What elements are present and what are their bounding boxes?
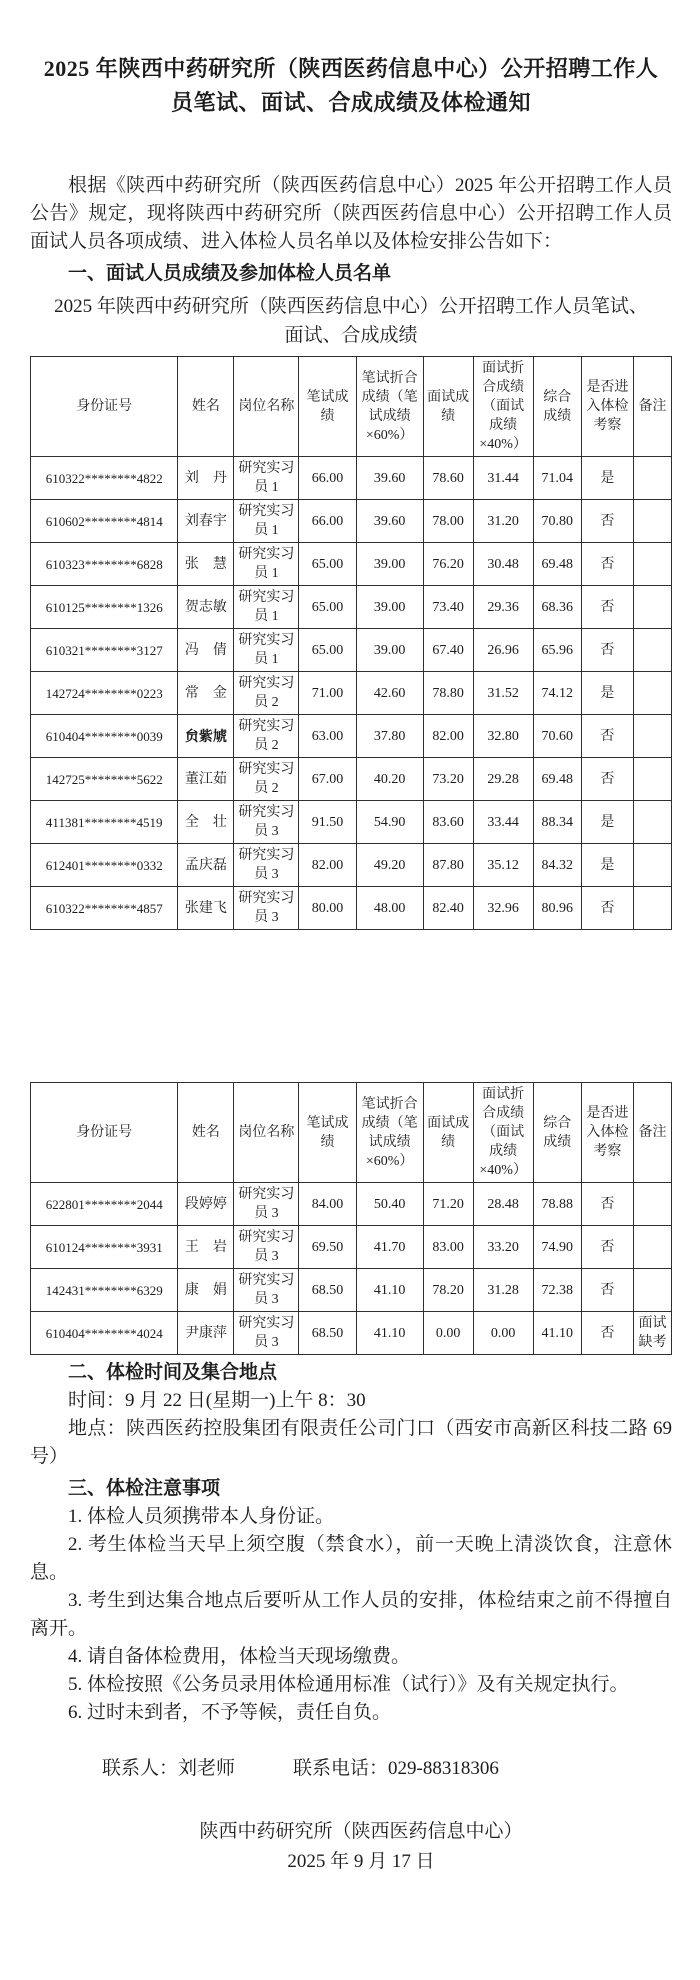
cell-composite: 68.36: [533, 586, 581, 629]
cell-interview: 78.00: [423, 500, 473, 543]
cell-id: 610322********4857: [31, 887, 178, 930]
table-row: [31, 543, 672, 586]
intro-paragraph: 根据《陕西中药研究所（陕西医药信息中心）2025 年公开招聘工作人员公告》规定，现将陕西中药研究所（陕西医药信息中心）公开招聘工作人员面试人员各项成绩、进入体检人员名单以及体检安排公告如下：: [30, 175, 672, 253]
cell-enter_medical: 否: [581, 586, 633, 629]
cell-interview_weighted: 0.00: [473, 1312, 533, 1355]
header-written-weighted: 笔试折合成绩（笔试成绩×60%）: [356, 1083, 423, 1183]
table-row: [31, 1226, 672, 1269]
cell-interview_weighted: 31.44: [473, 457, 533, 500]
cell-written_weighted: 39.00: [356, 543, 423, 586]
cell-interview_weighted: 30.48: [473, 543, 533, 586]
cell-post: 研究实习员 2: [234, 672, 299, 715]
cell-remark: [633, 457, 671, 500]
cell-interview: 73.40: [423, 586, 473, 629]
cell-written: 68.50: [299, 1312, 356, 1355]
cell-name: 董江茹: [178, 758, 234, 801]
cell-name: 尹康萍: [178, 1312, 234, 1355]
cell-written: 91.50: [299, 801, 356, 844]
header-written: 笔试成绩: [299, 357, 356, 457]
cell-composite: 70.80: [533, 500, 581, 543]
cell-post: 研究实习员 3: [234, 1269, 299, 1312]
contact-person: 联系人：刘老师: [102, 1758, 236, 1780]
cell-post: 研究实习员 3: [234, 801, 299, 844]
table-header-row: [31, 357, 672, 457]
cell-written_weighted: 54.90: [356, 801, 423, 844]
header-interview: 面试成绩: [423, 1083, 473, 1183]
cell-written: 67.00: [299, 758, 356, 801]
cell-name: 段婷婷: [178, 1183, 234, 1226]
cell-remark: [633, 1183, 671, 1226]
cell-post: 研究实习员 1: [234, 457, 299, 500]
header-interview-weighted: 面试折合成绩（面试成绩×40%）: [473, 357, 533, 457]
cell-composite: 78.88: [533, 1183, 581, 1226]
table-row: [31, 1269, 672, 1312]
signature-org: 陕西中药研究所（陕西医药信息中心）: [199, 1821, 523, 1843]
cell-written_weighted: 42.60: [356, 672, 423, 715]
cell-written_weighted: 39.00: [356, 629, 423, 672]
cell-composite: 69.48: [533, 758, 581, 801]
contact-phone: 联系电话：029-88318306: [293, 1758, 499, 1780]
header-written: 笔试成绩: [299, 1083, 356, 1183]
cell-post: 研究实习员 1: [234, 543, 299, 586]
table1-header: [31, 357, 672, 457]
cell-composite: 84.32: [533, 844, 581, 887]
cell-interview_weighted: 35.12: [473, 844, 533, 887]
header-written-weighted: 笔试折合成绩（笔试成绩×60%）: [356, 357, 423, 457]
cell-id: 610323********6828: [31, 543, 178, 586]
header-remark: 备注: [633, 357, 671, 457]
cell-remark: [633, 672, 671, 715]
cell-enter_medical: 否: [581, 715, 633, 758]
header-name: 姓名: [178, 1083, 234, 1183]
table-row: [31, 1183, 672, 1226]
cell-remark: [633, 887, 671, 930]
cell-name: 刘 丹: [178, 457, 234, 500]
cell-enter_medical: 是: [581, 801, 633, 844]
cell-interview: 78.60: [423, 457, 473, 500]
cell-enter_medical: 否: [581, 543, 633, 586]
cell-post: 研究实习员 1: [234, 500, 299, 543]
cell-remark: [633, 1226, 671, 1269]
cell-post: 研究实习员 1: [234, 629, 299, 672]
cell-interview: 71.20: [423, 1183, 473, 1226]
table-row: [31, 758, 672, 801]
cell-id: 142725********5622: [31, 758, 178, 801]
cell-name: 全 壮: [178, 801, 234, 844]
cell-composite: 72.38: [533, 1269, 581, 1312]
cell-remark: [633, 543, 671, 586]
table2-body: [31, 1183, 672, 1355]
cell-enter_medical: 是: [581, 672, 633, 715]
cell-interview_weighted: 31.52: [473, 672, 533, 715]
contact-line: [30, 1755, 672, 1783]
cell-composite: 65.96: [533, 629, 581, 672]
note-item-4: 4. 请自备体检费用，体检当天现场缴费。: [68, 1646, 411, 1668]
cell-composite: 71.04: [533, 457, 581, 500]
cell-interview: 83.60: [423, 801, 473, 844]
cell-enter_medical: 否: [581, 500, 633, 543]
cell-written_weighted: 41.10: [356, 1269, 423, 1312]
cell-id: 610404********0039: [31, 715, 178, 758]
cell-interview_weighted: 26.96: [473, 629, 533, 672]
cell-enter_medical: 否: [581, 1312, 633, 1355]
score-table-2: [30, 1082, 672, 1355]
cell-id: 622801********2044: [31, 1183, 178, 1226]
cell-written: 69.50: [299, 1226, 356, 1269]
header-enter-medical: 是否进入体检考察: [581, 1083, 633, 1183]
cell-enter_medical: 否: [581, 1183, 633, 1226]
section1-heading: 一、面试人员成绩及参加体检人员名单: [68, 263, 392, 285]
cell-written: 84.00: [299, 1183, 356, 1226]
section3-heading: 三、体检注意事项: [68, 1478, 221, 1500]
cell-written: 65.00: [299, 543, 356, 586]
cell-name: 康 娟: [178, 1269, 234, 1312]
header-id: 身份证号: [31, 1083, 178, 1183]
table-row: [31, 586, 672, 629]
header-enter-medical: 是否进入体检考察: [581, 357, 633, 457]
header-name: 姓名: [178, 357, 234, 457]
table-row: [31, 457, 672, 500]
cell-written_weighted: 40.20: [356, 758, 423, 801]
header-interview-weighted: 面试折合成绩（面试成绩×40%）: [473, 1083, 533, 1183]
cell-id: 610125********1326: [31, 586, 178, 629]
cell-enter_medical: 否: [581, 1269, 633, 1312]
cell-written_weighted: 39.00: [356, 586, 423, 629]
header-id: 身份证号: [31, 357, 178, 457]
cell-enter_medical: 否: [581, 887, 633, 930]
cell-interview: 87.80: [423, 844, 473, 887]
note-item-6: 6. 过时未到者，不予等候，责任自负。: [68, 1702, 392, 1724]
cell-written: 63.00: [299, 715, 356, 758]
cell-name: 贠紫虓: [178, 715, 234, 758]
cell-post: 研究实习员 3: [234, 1183, 299, 1226]
cell-enter_medical: 否: [581, 629, 633, 672]
cell-id: 610321********3127: [31, 629, 178, 672]
score-table-1: [30, 356, 672, 930]
cell-remark: [633, 844, 671, 887]
cell-post: 研究实习员 2: [234, 715, 299, 758]
cell-written: 82.00: [299, 844, 356, 887]
cell-written_weighted: 49.20: [356, 844, 423, 887]
cell-interview: 78.20: [423, 1269, 473, 1312]
cell-remark: [633, 1269, 671, 1312]
table-row: [31, 1312, 672, 1355]
cell-written: 71.00: [299, 672, 356, 715]
cell-interview_weighted: 32.80: [473, 715, 533, 758]
cell-written: 65.00: [299, 586, 356, 629]
cell-remark: [633, 586, 671, 629]
cell-name: 王 岩: [178, 1226, 234, 1269]
cell-post: 研究实习员 1: [234, 586, 299, 629]
table2-header: [31, 1083, 672, 1183]
cell-id: 612401********0332: [31, 844, 178, 887]
second-page-table: [30, 1082, 672, 1355]
cell-remark: [633, 801, 671, 844]
signature-block: [40, 1817, 682, 1877]
cell-interview_weighted: 28.48: [473, 1183, 533, 1226]
cell-name: 贺志敏: [178, 586, 234, 629]
cell-interview: 83.00: [423, 1226, 473, 1269]
cell-written_weighted: 41.10: [356, 1312, 423, 1355]
medical-location-line: 地点：陕西医药控股集团有限责任公司门口（西安市高新区科技二路 69 号）: [30, 1418, 672, 1468]
medical-time-line: 时间：9 月 22 日(星期一)上午 8：30: [68, 1390, 366, 1412]
header-interview: 面试成绩: [423, 357, 473, 457]
table-row: [31, 500, 672, 543]
table-row: [31, 715, 672, 758]
cell-interview: 82.40: [423, 887, 473, 930]
cell-interview: 82.00: [423, 715, 473, 758]
cell-interview: 67.40: [423, 629, 473, 672]
cell-enter_medical: 是: [581, 844, 633, 887]
cell-enter_medical: 否: [581, 758, 633, 801]
cell-name: 张建飞: [178, 887, 234, 930]
cell-remark: [633, 500, 671, 543]
cell-written: 66.00: [299, 500, 356, 543]
cell-composite: 74.12: [533, 672, 581, 715]
table-header-row: [31, 1083, 672, 1183]
cell-interview: 76.20: [423, 543, 473, 586]
cell-written_weighted: 37.80: [356, 715, 423, 758]
section2-heading: 二、体检时间及集合地点: [68, 1362, 278, 1384]
table1-caption: 2025 年陕西中药研究所（陕西医药信息中心）公开招聘工作人员笔试、面试、合成成绩: [54, 296, 648, 347]
signature-date: 2025 年 9 月 17 日: [287, 1851, 435, 1873]
cell-interview_weighted: 31.20: [473, 500, 533, 543]
cell-composite: 88.34: [533, 801, 581, 844]
table1-body: [31, 457, 672, 930]
cell-remark: 面试缺考: [633, 1312, 671, 1355]
header-post: 岗位名称: [234, 357, 299, 457]
cell-composite: 74.90: [533, 1226, 581, 1269]
note-item-3: 3. 考生到达集合地点后要听从工作人员的安排，体检结束之前不得擅自离开。: [30, 1590, 672, 1640]
cell-composite: 41.10: [533, 1312, 581, 1355]
cell-name: 冯 倩: [178, 629, 234, 672]
cell-remark: [633, 758, 671, 801]
cell-interview_weighted: 33.44: [473, 801, 533, 844]
cell-composite: 80.96: [533, 887, 581, 930]
cell-written: 66.00: [299, 457, 356, 500]
cell-id: 610602********4814: [31, 500, 178, 543]
cell-interview: 78.80: [423, 672, 473, 715]
table-row: [31, 629, 672, 672]
cell-interview_weighted: 33.20: [473, 1226, 533, 1269]
header-composite: 综合成绩: [533, 1083, 581, 1183]
cell-post: 研究实习员 3: [234, 1312, 299, 1355]
cell-name: 常 金: [178, 672, 234, 715]
cell-written_weighted: 48.00: [356, 887, 423, 930]
note-item-5: 5. 体检按照《公务员录用体检通用标准（试行）》及有关规定执行。: [68, 1674, 629, 1696]
cell-composite: 70.60: [533, 715, 581, 758]
cell-written: 68.50: [299, 1269, 356, 1312]
note-item-2: 2. 考生体检当天早上须空腹（禁食水），前一天晚上清淡饮食，注意休息。: [30, 1534, 672, 1584]
header-post: 岗位名称: [234, 1083, 299, 1183]
cell-interview_weighted: 29.36: [473, 586, 533, 629]
cell-name: 张 慧: [178, 543, 234, 586]
cell-interview_weighted: 31.28: [473, 1269, 533, 1312]
cell-id: 142431********6329: [31, 1269, 178, 1312]
cell-interview_weighted: 29.28: [473, 758, 533, 801]
cell-remark: [633, 629, 671, 672]
cell-interview_weighted: 32.96: [473, 887, 533, 930]
cell-id: 610124********3931: [31, 1226, 178, 1269]
header-remark: 备注: [633, 1083, 671, 1183]
cell-name: 刘春宇: [178, 500, 234, 543]
cell-enter_medical: 是: [581, 457, 633, 500]
cell-post: 研究实习员 2: [234, 758, 299, 801]
medical-notes-list: [30, 1503, 672, 1727]
cell-written: 80.00: [299, 887, 356, 930]
table-row: [31, 844, 672, 887]
document-title: 2025 年陕西中药研究所（陕西医药信息中心）公开招聘工作人员笔试、面试、合成成绩及体检通知: [43, 56, 659, 116]
cell-composite: 69.48: [533, 543, 581, 586]
cell-written: 65.00: [299, 629, 356, 672]
table-row: [31, 887, 672, 930]
cell-post: 研究实习员 3: [234, 844, 299, 887]
cell-post: 研究实习员 3: [234, 887, 299, 930]
note-item-1: 1. 体检人员须携带本人身份证。: [68, 1506, 335, 1528]
cell-written_weighted: 39.60: [356, 457, 423, 500]
header-composite: 综合成绩: [533, 357, 581, 457]
cell-name: 孟庆磊: [178, 844, 234, 887]
cell-written_weighted: 50.40: [356, 1183, 423, 1226]
cell-id: 610322********4822: [31, 457, 178, 500]
cell-id: 142724********0223: [31, 672, 178, 715]
cell-enter_medical: 否: [581, 1226, 633, 1269]
cell-id: 610404********4024: [31, 1312, 178, 1355]
cell-id: 411381********4519: [31, 801, 178, 844]
cell-interview: 73.20: [423, 758, 473, 801]
table-row: [31, 672, 672, 715]
cell-written_weighted: 39.60: [356, 500, 423, 543]
table-row: [31, 801, 672, 844]
cell-remark: [633, 715, 671, 758]
cell-post: 研究实习员 3: [234, 1226, 299, 1269]
cell-interview: 0.00: [423, 1312, 473, 1355]
cell-written_weighted: 41.70: [356, 1226, 423, 1269]
